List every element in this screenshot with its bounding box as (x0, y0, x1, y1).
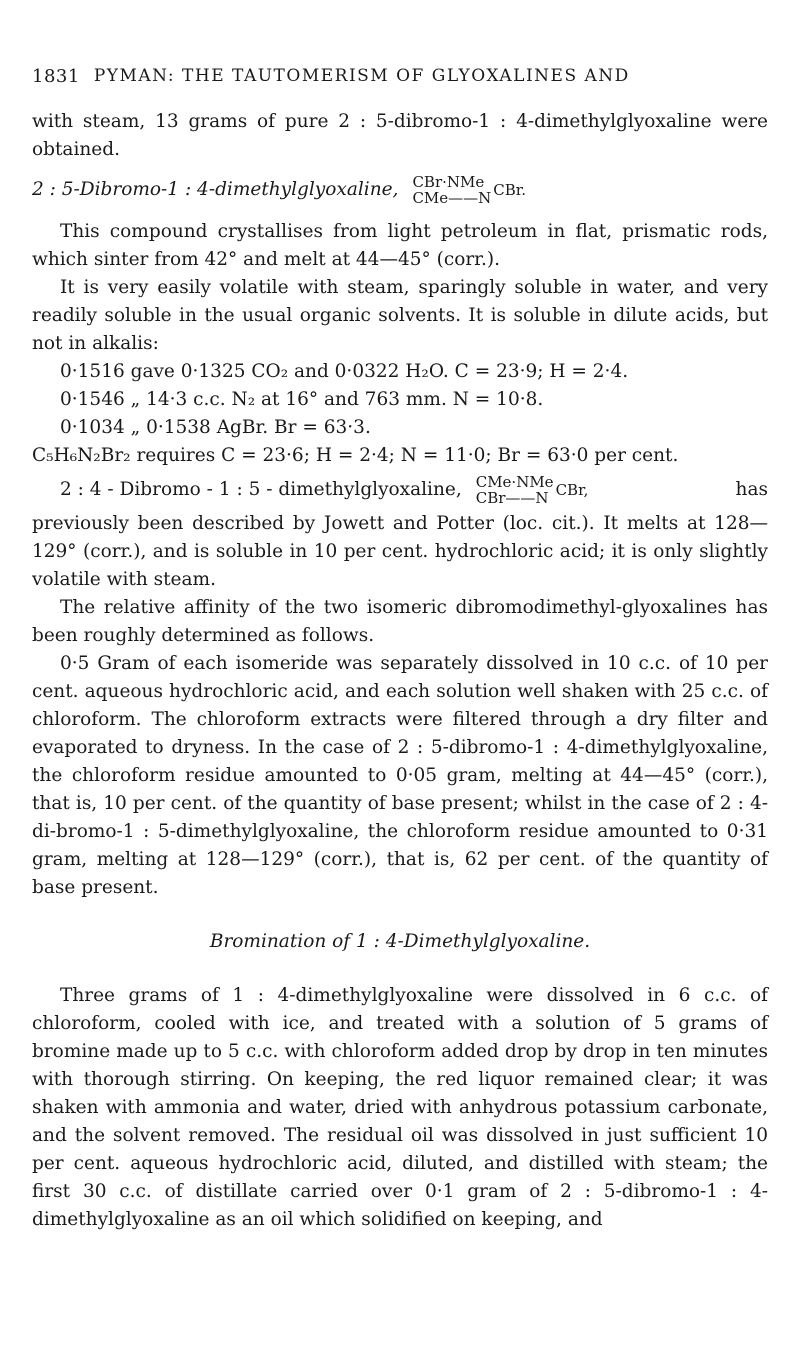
formula-1 (32, 174, 768, 206)
formula-1-right: CBr. (493, 181, 527, 199)
formula-2 (60, 474, 768, 506)
paragraph-7: Three grams of 1 : 4-dimethylglyoxaline were dissolved in 6 c.c. of chloroform, cooled with ice, and treated with a solution of 5 grams of bromine made up to 5 c.c. with chloroform added drop by drop in ten minutes with thorough stirring. On keeping, the red liquor remained clear; it was shaken with ammonia and water, dried with anhydrous potassium carbonate, and the solvent removed. The residual oil was dissolved in just sufficient 10 per cent. aqueous hydrochloric acid, diluted, and distilled with steam; the first 30 c.c. of distillate carried over 0·1 gram of 2 : 5-dibromo-1 : 4-dimethylglyoxaline as an oil which solidified on keeping, and (32, 985, 768, 1230)
formula-2-right: CBr, (555, 481, 589, 499)
paragraph-6: 0·5 Gram of each isomeride was separately dissolved in 10 c.c. of 10 per cent. aqueous hydrochloric acid, and each solution well shaken with 25 c.c. of chloroform. The chloroform extracts were filtered through a dry filter and evaporated to dryness. In the case of 2 : 5-dibromo-1 : 4-dimethylglyoxaline, the chloroform residue amounted to 0·05 gram, melting at 44—45° (corr.), that is, 10 per cent. of the quantity of base present; whilst in the case of 2 : 4-di-bromo-1 : 5-dimethylglyoxaline, the chloroform residue amounted to 0·31 gram, melting at 128—129° (corr.), that is, 62 per cent. of the quantity of base present. (32, 653, 768, 898)
formula-2-bottom: CBr——N (475, 489, 549, 507)
analysis-line-2: 0·1546 „ 14·3 c.c. N₂ at 16° and 763 mm. N = 10·8. (60, 389, 544, 410)
paragraph-4: previously been described by Jowett and Potter (loc. cit.). It melts at 128—129° (corr.), and is soluble in 10 per cent. hydrochloric acid; it is only slightly volatile with steam. (32, 513, 768, 590)
formula-1-top: CBr·NMe (412, 173, 485, 191)
running-title: PYMAN: THE TAUTOMERISM OF GLYOXALINES AND (93, 66, 630, 86)
formula-1-bottom: CMe——N (412, 189, 492, 207)
article-body (32, 108, 768, 1234)
paragraph-5: The relative affinity of the two isomeric dibromodimethyl-glyoxalines has been roughly determined as follows. (32, 597, 768, 646)
formula-2-tail: has (735, 479, 768, 500)
paragraph-2: This compound crystallises from light petroleum in flat, prismatic rods, which sinter from 42° and melt at 44—45° (corr.). (32, 221, 768, 270)
running-header (32, 66, 768, 87)
analysis-line-3: 0·1034 „ 0·1538 AgBr. Br = 63·3. (60, 417, 371, 438)
analysis-data (32, 358, 768, 442)
paragraph-1: with steam, 13 grams of pure 2 : 5-dibromo-1 : 4-dimethylglyoxaline were obtained. (32, 111, 768, 160)
paragraph-3: It is very easily volatile with steam, sparingly soluble in water, and very readily soluble in the usual organic solvents. It is soluble in dilute acids, but not in alkalis: (32, 277, 768, 354)
formula-2-top: CMe·NMe (475, 473, 554, 491)
formula-2-structure (472, 473, 589, 507)
section-heading: Bromination of 1 : 4-Dimethylglyoxaline. (209, 931, 591, 952)
formula-2-name: 2 : 4 - Dibromo - 1 : 5 - dimethylglyoxaline, (60, 479, 462, 500)
formula-1-structure (408, 173, 527, 207)
formula-1-name: 2 : 5-Dibromo-1 : 4-dimethylglyoxaline, (32, 179, 399, 200)
analysis-line-4: C₅H₆N₂Br₂ requires C = 23·6; H = 2·4; N = 11·0; Br = 63·0 per cent. (32, 445, 679, 466)
analysis-line-1: 0·1516 gave 0·1325 CO₂ and 0·0322 H₂O. C = 23·9; H = 2·4. (60, 361, 629, 382)
page-number: 1831 (32, 66, 80, 87)
